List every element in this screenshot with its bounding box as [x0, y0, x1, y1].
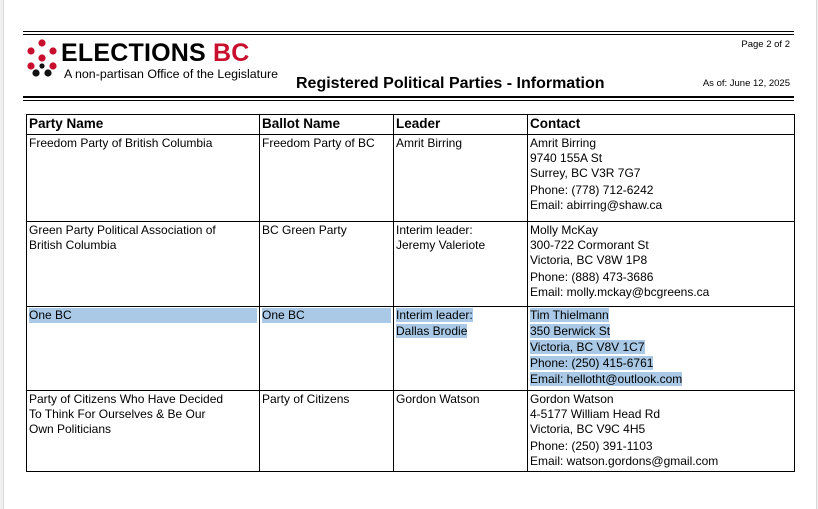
- ballot-name: Freedom Party of BC: [262, 136, 375, 150]
- leader-cell: [394, 222, 528, 307]
- table-row: [27, 135, 795, 222]
- table-header-row: [27, 115, 795, 135]
- header-rule-bottom-2: [23, 100, 794, 101]
- header-rule-bottom: [23, 96, 794, 98]
- table-row: [27, 391, 795, 472]
- as-of-date: As of: June 12, 2025: [702, 78, 790, 89]
- ballot-name-cell: [260, 307, 394, 391]
- contact-cell: [528, 391, 795, 472]
- ballot-name-cell: [260, 135, 394, 222]
- elections-bc-logo: [24, 38, 284, 84]
- contact-address: 350 Berwick St: [530, 324, 611, 338]
- contact-email: Email: hellotht@outlook.com: [530, 372, 683, 386]
- leader-cell: [394, 135, 528, 222]
- contact-city: Surrey, BC V3R 7G7: [530, 166, 641, 180]
- header-rule-top: [23, 31, 794, 32]
- column-header-contact: Contact: [528, 115, 795, 135]
- leader-line: Dallas Brodie: [396, 324, 468, 338]
- contact-name: Amrit Birring: [530, 136, 597, 150]
- leader-line: Gordon Watson: [396, 392, 480, 406]
- contact-phone: Phone: (778) 712-6242: [530, 183, 654, 197]
- column-header-ballot-name: Ballot Name: [260, 115, 394, 135]
- leader-line: Amrit Birring: [396, 136, 463, 150]
- contact-email: Email: abirring@shaw.ca: [530, 198, 663, 212]
- party-name-line: Own Politicians: [29, 422, 112, 436]
- ballot-name: BC Green Party: [262, 223, 347, 237]
- contact-cell: [528, 135, 795, 222]
- party-name-line: To Think For Ourselves & Be Our: [29, 407, 206, 421]
- contact-email: Email: watson.gordons@gmail.com: [530, 454, 719, 468]
- contact-address: 4-5177 William Head Rd: [530, 407, 661, 421]
- party-name-line: Party of Citizens Who Have Decided: [29, 392, 224, 406]
- logo-wordmark: ELECTIONS BC: [61, 39, 250, 67]
- leader-line: Jeremy Valeriote: [396, 238, 486, 252]
- contact-city: Victoria, BC V8W 1P8: [530, 253, 648, 267]
- header-rule-top-2: [23, 34, 794, 35]
- column-header-leader: Leader: [394, 115, 528, 135]
- leader-line: Interim leader:: [396, 308, 473, 322]
- party-name-line: Green Party Political Association of: [29, 223, 216, 237]
- document-title: Registered Political Parties - Information: [296, 75, 605, 92]
- party-name-cell: [27, 222, 260, 307]
- contact-phone: Phone: (250) 391-1103: [530, 439, 653, 453]
- leader-line: Interim leader:: [396, 223, 473, 237]
- contact-cell: [528, 222, 795, 307]
- contact-city: Victoria, BC V9C 4H5: [530, 422, 646, 436]
- contact-name: Tim Thielmann: [530, 308, 609, 322]
- party-name-cell: [27, 307, 260, 391]
- logo-tagline: A non-partisan Office of the Legislature: [64, 67, 278, 81]
- contact-name: Gordon Watson: [530, 392, 614, 406]
- party-name-line: Freedom Party of British Columbia: [29, 136, 213, 150]
- contact-city: Victoria, BC V8V 1C7: [530, 340, 645, 354]
- party-name-line: British Columbia: [29, 238, 117, 252]
- party-name-cell: [27, 135, 260, 222]
- elections-bc-mark-icon: [24, 38, 60, 80]
- party-name-cell: [27, 391, 260, 472]
- table-row: [27, 222, 795, 307]
- contact-name: Molly McKay: [530, 223, 599, 237]
- leader-cell: [394, 307, 528, 391]
- parties-table: [26, 114, 795, 472]
- contact-cell: [528, 307, 795, 391]
- contact-address: 9740 155A St: [530, 151, 603, 165]
- column-header-party-name: Party Name: [27, 115, 260, 135]
- page-indicator: Page 2 of 2: [741, 39, 790, 50]
- party-name-line: One BC: [29, 308, 257, 323]
- leader-cell: [394, 391, 528, 472]
- ballot-name-cell: [260, 391, 394, 472]
- table-row-selected: [27, 307, 795, 391]
- contact-email: Email: molly.mckay@bcgreens.ca: [530, 285, 710, 299]
- ballot-name: One BC: [262, 308, 391, 323]
- ballot-name-cell: [260, 222, 394, 307]
- contact-phone: Phone: (888) 473-3686: [530, 270, 654, 284]
- contact-address: 300-722 Cormorant St: [530, 238, 649, 252]
- contact-phone: Phone: (250) 415-6761: [530, 356, 654, 370]
- ballot-name: Party of Citizens: [262, 392, 350, 406]
